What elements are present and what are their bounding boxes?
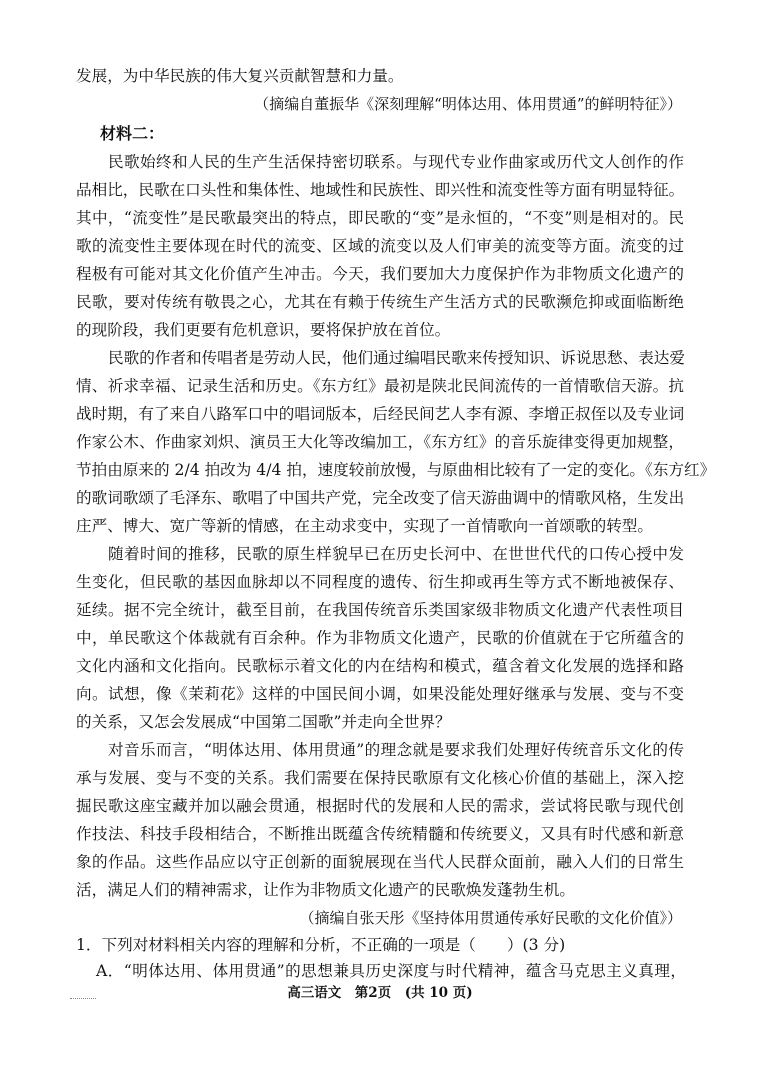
section-heading: 材料二：	[100, 124, 165, 143]
paragraph-line: 的歌词歌颂了毛泽东、歌唱了中国共产党，完全改变了信天游曲调中的情歌风格，生发出	[76, 489, 685, 507]
paragraph-line: 随着时间的推移，民歌的原生样貌早已在历史长河中、在世世代代的口传心授中发	[108, 545, 684, 563]
paragraph-line: 其中，“流变性”是民歌最突出的特点，即民歌的“变”是永恒的，“不变”则是相对的。民	[76, 209, 684, 227]
paragraph-line: 的现阶段，我们更要有危机意识，要将保护放在首位。	[76, 321, 451, 339]
paragraph-line: 延续。据不完全统计，截至目前，在我国传统音乐类国家级非物质文化遗产代表性项目	[76, 601, 684, 619]
paragraph-line: 程极有可能对其文化价值产生冲击。今天，我们要加大力度保护作为非物质文化遗产的	[76, 265, 684, 283]
paragraph-line: 对音乐而言，“明体达用、体用贯通”的理念就是要求我们处理好传统音乐文化的传	[108, 741, 684, 759]
paragraph-line: 作技法、科技手段相结合，不断推出既蕴含传统精髓和传统要义，又具有时代感和新意	[76, 825, 684, 843]
paragraph-line: 的关系，又怎会发展成“中国第二国歌”并走向全世界？	[76, 713, 451, 731]
paragraph-line: 情、祈求幸福、记录生活和历史。《东方红》最初是陕北民间流传的一首情歌信天游。抗	[76, 377, 684, 395]
paragraph-line: 庄严、博大、宽广等新的情感，在主动求变中，实现了一首情歌向一首颂歌的转型。	[76, 517, 653, 535]
paragraph-line: 歌的流变性主要体现在时代的流变、区域的流变以及人们审美的流变等方面。流变的过	[76, 237, 684, 255]
paragraph-line: 生变化，但民歌的基因血脉却以不同程度的遗传、衍生抑或再生等方式不断地被保存、	[76, 573, 684, 591]
paragraph-line: 战时期，有了来自八路军口中的唱词版本，后经民间艺人李有源、李增正叔侄以及专业词	[76, 405, 685, 423]
paragraph-line: 文化内涵和文化指向。民歌标示着文化的内在结构和模式，蕴含着文化发展的选择和路	[76, 657, 684, 675]
paragraph-line: 节拍由原来的 2/4 拍改为 4/4 拍，速度较前放慢，与原曲相比较有了一定的变化。《东方红》	[76, 461, 716, 479]
paragraph-line: 掘民歌这座宝藏并加以融会贯通，根据时代的发展和人民的需求，尝试将民歌与现代创	[76, 797, 684, 815]
source-citation: （摘编自董振华《深刻理解“明体达用、体用贯通”的鲜明特征》）	[254, 95, 682, 113]
paragraph-line: 向。试想，像《茉莉花》这样的中国民间小调，如果没能处理好继承与发展、变与不变	[76, 685, 684, 703]
paragraph-line: 活，满足人们的精神需求，让作为非物质文化遗产的民歌焕发蓬勃生机。	[76, 881, 576, 899]
question-option-a: A．“明体达用、体用贯通”的思想兼具历史深度与时代精神，蕴含马克思主义真理，	[96, 962, 686, 980]
paragraph-line: 民歌，要对传统有敬畏之心，尤其在有赖于传统生产生活方式的民歌濒危抑或面临断绝	[76, 293, 684, 311]
source-citation: （摘编自张天彤《坚持体用贯通传承好民歌的文化价值》）	[299, 909, 682, 927]
paragraph-line: 民歌始终和人民的生产生活保持密切联系。与现代专业作曲家或历代文人创作的作	[108, 153, 684, 171]
paragraph-line: 象的作品。这些作品应以守正创新的面貌展现在当代人民群众面前，融入人们的日常生	[76, 853, 684, 871]
paragraph-line: 品相比，民歌在口头性和集体性、地域性和民族性、即兴性和流变性等方面有明显特征。	[76, 181, 685, 199]
text-line: 发展，为中华民族的伟大复兴贡献智慧和力量。	[76, 67, 404, 85]
question-stem: 1．下列对材料相关内容的理解和分析，不正确的一项是（ ）(3 分)	[76, 936, 566, 954]
paragraph-line: 作家公木、作曲家刘炽、演员王大化等改编加工，《东方红》的音乐旋律变得更加规整，	[76, 433, 684, 451]
paragraph-line: 民歌的作者和传唱者是劳动人民，他们通过编唱民歌来传授知识、诉说思愁、表达爱	[108, 349, 685, 367]
paragraph-line: 承与发展、变与不变的关系。我们需要在保持民歌原有文化核心价值的基础上，深入挖	[76, 769, 684, 787]
paragraph-line: 中，单民歌这个体裁就有百余种。作为非物质文化遗产，民歌的价值就在于它所蕴含的	[76, 629, 684, 647]
page-footer: 高三语文 第2页 (共 10 页)	[287, 985, 473, 1001]
